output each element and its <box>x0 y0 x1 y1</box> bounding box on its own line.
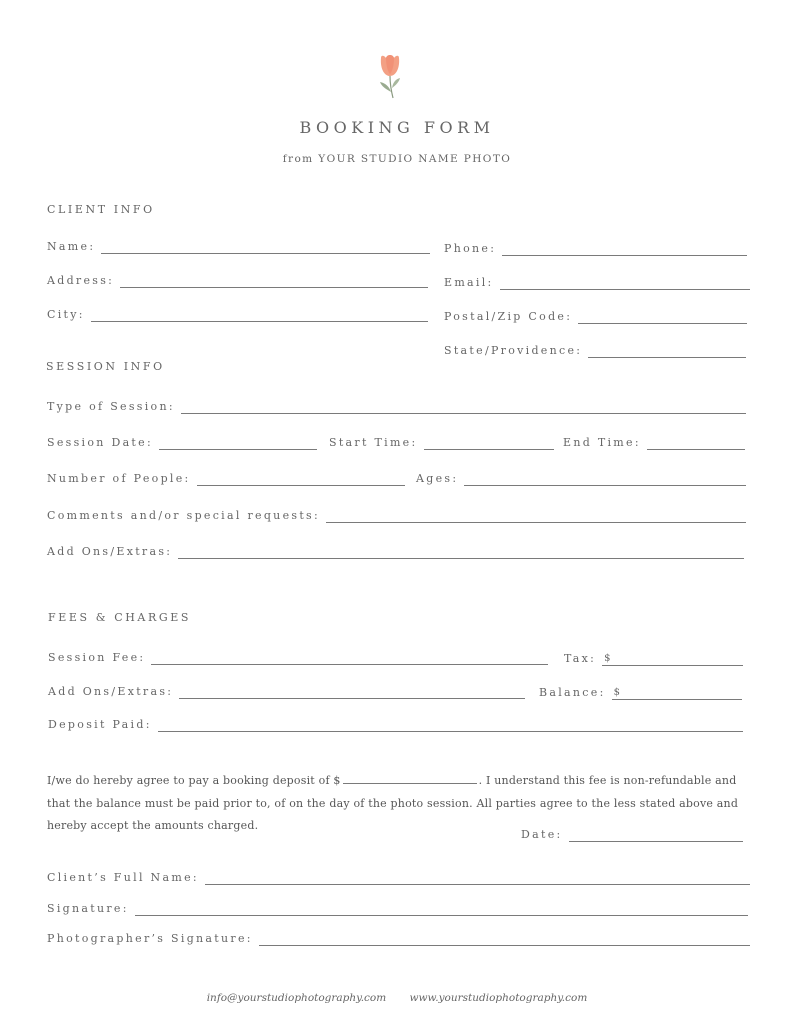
fees-addons-label: Add Ons/Extras: <box>48 685 174 698</box>
session-date-field[interactable] <box>47 434 317 450</box>
session-fee-label: Session Fee: <box>48 651 146 664</box>
end-time-field[interactable] <box>563 434 745 450</box>
photographer-signature-label: Photographer’s Signature: <box>47 932 253 945</box>
state-field[interactable] <box>444 342 746 358</box>
signature-field[interactable] <box>47 900 748 916</box>
start-time-field[interactable] <box>329 434 554 450</box>
client-name-field[interactable] <box>47 869 750 885</box>
tax-line[interactable]: $ <box>602 653 743 666</box>
email-field[interactable] <box>444 274 750 290</box>
balance-line[interactable]: $ <box>612 687 742 700</box>
address-label: Address: <box>47 274 115 287</box>
comments-label: Comments and/or special requests: <box>47 509 320 522</box>
tax-label: Tax: <box>564 652 597 665</box>
address-line[interactable] <box>120 275 428 288</box>
ages-label: Ages: <box>416 472 459 485</box>
session-type-line[interactable] <box>181 401 746 414</box>
end-time-label: End Time: <box>563 436 641 449</box>
start-time-label: Start Time: <box>329 436 418 449</box>
photographer-signature-line[interactable] <box>259 933 750 946</box>
deposit-amount-line[interactable] <box>343 773 477 784</box>
session-type-label: Type of Session: <box>47 400 175 413</box>
client-info-heading: CLIENT INFO <box>47 203 155 216</box>
people-field[interactable] <box>47 470 405 486</box>
fees-heading: FEES & CHARGES <box>48 611 191 624</box>
ages-line[interactable] <box>464 473 746 486</box>
tax-field[interactable] <box>564 650 743 666</box>
postal-line[interactable] <box>578 311 747 324</box>
session-date-label: Session Date: <box>47 436 153 449</box>
footer-email[interactable]: info@yourstudiophotography.com <box>206 992 387 1004</box>
start-time-line[interactable] <box>424 437 555 450</box>
state-label: State/Providence: <box>444 344 583 357</box>
city-field[interactable] <box>47 306 428 322</box>
fees-addons-field[interactable] <box>48 683 525 699</box>
address-field[interactable] <box>47 272 428 288</box>
city-label: City: <box>47 308 85 321</box>
signature-label: Signature: <box>47 902 129 915</box>
email-line[interactable] <box>500 277 750 290</box>
session-type-field[interactable] <box>47 398 746 414</box>
comments-line[interactable] <box>326 510 746 523</box>
agreement-date-label: Date: <box>521 828 563 841</box>
email-label: Email: <box>444 276 494 289</box>
session-fee-line[interactable] <box>151 652 548 665</box>
people-label: Number of People: <box>47 472 191 485</box>
people-line[interactable] <box>197 473 405 486</box>
deposit-line[interactable] <box>158 719 743 732</box>
session-addons-line[interactable] <box>178 546 744 559</box>
deposit-field[interactable] <box>48 716 743 732</box>
session-info-heading: SESSION INFO <box>46 360 165 373</box>
tulip-icon <box>376 52 404 100</box>
name-line[interactable] <box>101 241 430 254</box>
phone-field[interactable] <box>444 240 747 256</box>
postal-label: Postal/Zip Code: <box>444 310 573 323</box>
session-fee-field[interactable] <box>48 649 548 665</box>
page-title: BOOKING FORM <box>299 118 495 137</box>
city-line[interactable] <box>91 309 428 322</box>
agreement-date-line[interactable] <box>569 829 743 842</box>
agreement-text-before: I/we do hereby agree to pay a booking deposit of $ <box>47 774 341 787</box>
client-name-line[interactable] <box>205 872 750 885</box>
balance-label: Balance: <box>539 686 606 699</box>
phone-label: Phone: <box>444 242 497 255</box>
name-field[interactable] <box>47 238 430 254</box>
footer <box>0 992 794 1004</box>
state-line[interactable] <box>588 345 746 358</box>
client-name-label: Client’s Full Name: <box>47 871 199 884</box>
ages-field[interactable] <box>416 470 746 486</box>
agreement-date-field[interactable] <box>521 826 743 842</box>
signature-line[interactable] <box>135 903 748 916</box>
postal-field[interactable] <box>444 308 747 324</box>
footer-website[interactable]: www.yourstudiophotography.com <box>409 992 588 1004</box>
agreement-text-after: . I understand this fee is non-refundable and that the balance must be paid prior to, of on the day of the photo session. All parties agree to the less stated above and hereby accept the amounts charged. <box>47 774 739 832</box>
name-label: Name: <box>47 240 96 253</box>
session-date-line[interactable] <box>159 437 317 450</box>
session-addons-field[interactable] <box>47 543 744 559</box>
comments-field[interactable] <box>47 507 746 523</box>
page-subtitle: from YOUR STUDIO NAME PHOTO <box>282 153 512 165</box>
phone-line[interactable] <box>502 243 747 256</box>
session-addons-label: Add Ons/Extras: <box>47 545 173 558</box>
end-time-line[interactable] <box>647 437 745 450</box>
deposit-label: Deposit Paid: <box>48 718 152 731</box>
fees-addons-line[interactable] <box>179 686 525 699</box>
balance-field[interactable] <box>539 684 742 700</box>
photographer-signature-field[interactable] <box>47 930 750 946</box>
